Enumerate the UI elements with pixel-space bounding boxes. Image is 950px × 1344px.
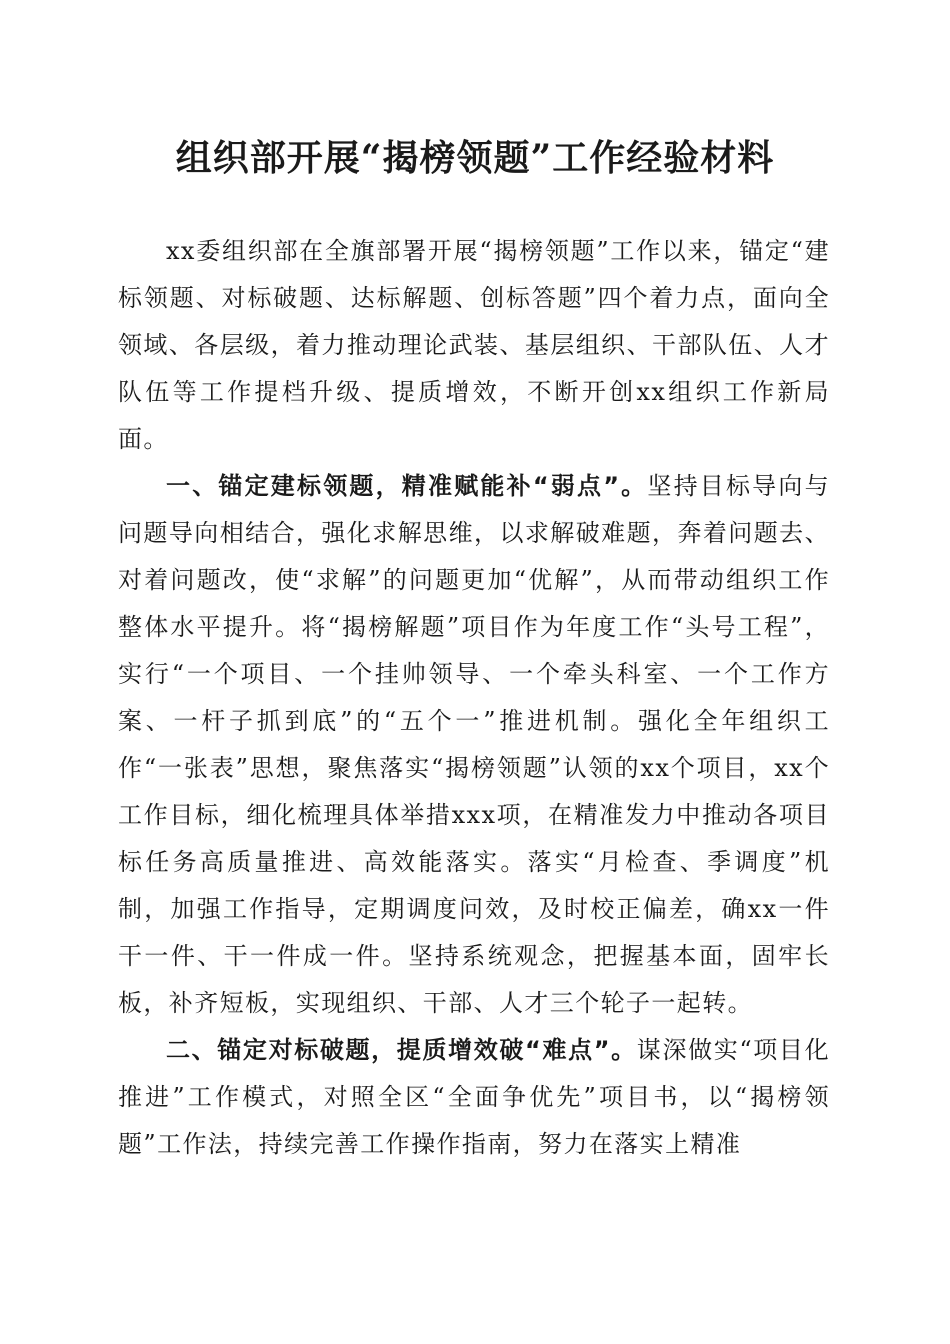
document-body: [118, 228, 830, 1168]
document-title: 组织部开展“揭榜领题”工作经验材料: [175, 137, 775, 179]
paragraph-text: 坚持目标导向与问题导向相结合，强化求解思维，以求解破难题，奔着问题去、对着问题改，使“求解”的问题更加“优解”，从而带动组织工作整体水平提升。将“揭榜解题”项目作为年度工作“头号工程”，实行“一个项目、一个挂帅领导、一个牵头科室、一个工作方案、一杆子抓到底”的“五个一”推进机制。强化全年组织工作“一张表”思想，聚焦落实“揭榜领题”认领的xx个项目，xx个工作目标，细化梳理具体举措xxx项，在精准发力中推动各项目标任务高质量推进、高效能落实。落实“月检查、季调度”机制，加强工作指导，定期调度问效，及时校正偏差，确xx一件干一件、干一件成一件。坚持系统观念，把握基本面，固牢长板，补齐短板，实现组织、干部、人才三个轮子一起转。: [118, 472, 830, 1017]
section-heading: 二、锚定对标破题，提质增效破“难点”。: [166, 1036, 637, 1064]
paragraph-intro: [118, 228, 830, 463]
paragraph-section-1: [118, 463, 830, 1027]
paragraph-text: xx委组织部在全旗部署开展“揭榜领题”工作以来，锚定“建标领题、对标破题、达标解题、创标答题”四个着力点，面向全领域、各层级，着力推动理论武装、基层组织、干部队伍、人才队伍等工作提档升级、提质增效，不断开创xx组织工作新局面。: [118, 237, 830, 453]
section-heading: 一、锚定建标领题，精准赋能补“弱点”。: [166, 472, 648, 500]
paragraph-text: 谋深做实“项目化推进”工作模式，对照全区“全面争优先”项目书，以“揭榜领题”工作法，持续完善工作操作指南，努力在落实上精准: [118, 1036, 830, 1158]
paragraph-section-2: [118, 1027, 830, 1168]
